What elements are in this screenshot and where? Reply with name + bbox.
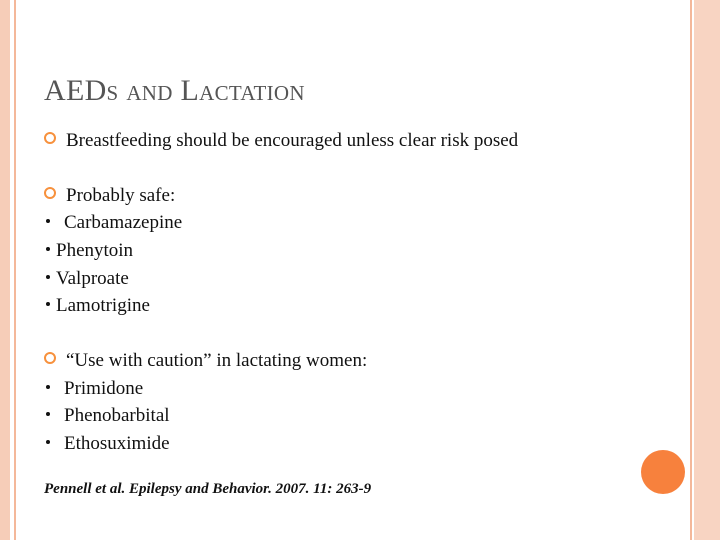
list-item-caution-drug: Ethosuximide bbox=[44, 433, 170, 455]
dot-bullet-icon bbox=[46, 302, 50, 306]
dot-bullet-icon bbox=[46, 275, 50, 279]
circle-bullet-icon bbox=[44, 187, 56, 199]
list-item-safe-drug: Lamotrigine bbox=[44, 295, 150, 317]
left-border-line bbox=[14, 0, 16, 540]
dot-bullet-icon bbox=[46, 219, 50, 223]
bullet-point-probably-safe: Probably safe: bbox=[44, 185, 175, 207]
dot-bullet-icon bbox=[46, 440, 50, 444]
dot-bullet-icon bbox=[46, 385, 50, 389]
dot-bullet-icon bbox=[46, 247, 50, 251]
decorative-orange-circle bbox=[641, 450, 685, 494]
citation: Pennell et al. Epilepsy and Behavior. 2007. 11: 263-9 bbox=[44, 481, 372, 497]
bullet-point-use-with-caution: “Use with caution” in lactating women: bbox=[44, 350, 367, 372]
list-item-safe-drug: Carbamazepine bbox=[44, 212, 182, 234]
bullet-point-breastfeeding: Breastfeeding should be encouraged unless clear risk posed bbox=[44, 130, 518, 152]
list-item-caution-drug: Phenobarbital bbox=[44, 405, 170, 427]
circle-bullet-icon bbox=[44, 352, 56, 364]
slide-title: AEDs and Lactation bbox=[44, 74, 305, 107]
right-border-line bbox=[690, 0, 692, 540]
circle-bullet-icon bbox=[44, 132, 56, 144]
dot-bullet-icon bbox=[46, 412, 50, 416]
left-border-band bbox=[0, 0, 10, 540]
list-item-caution-drug: Primidone bbox=[44, 378, 143, 400]
list-item-safe-drug: Valproate bbox=[44, 268, 129, 290]
list-item-safe-drug: Phenytoin bbox=[44, 240, 133, 262]
right-border-band bbox=[694, 0, 720, 540]
